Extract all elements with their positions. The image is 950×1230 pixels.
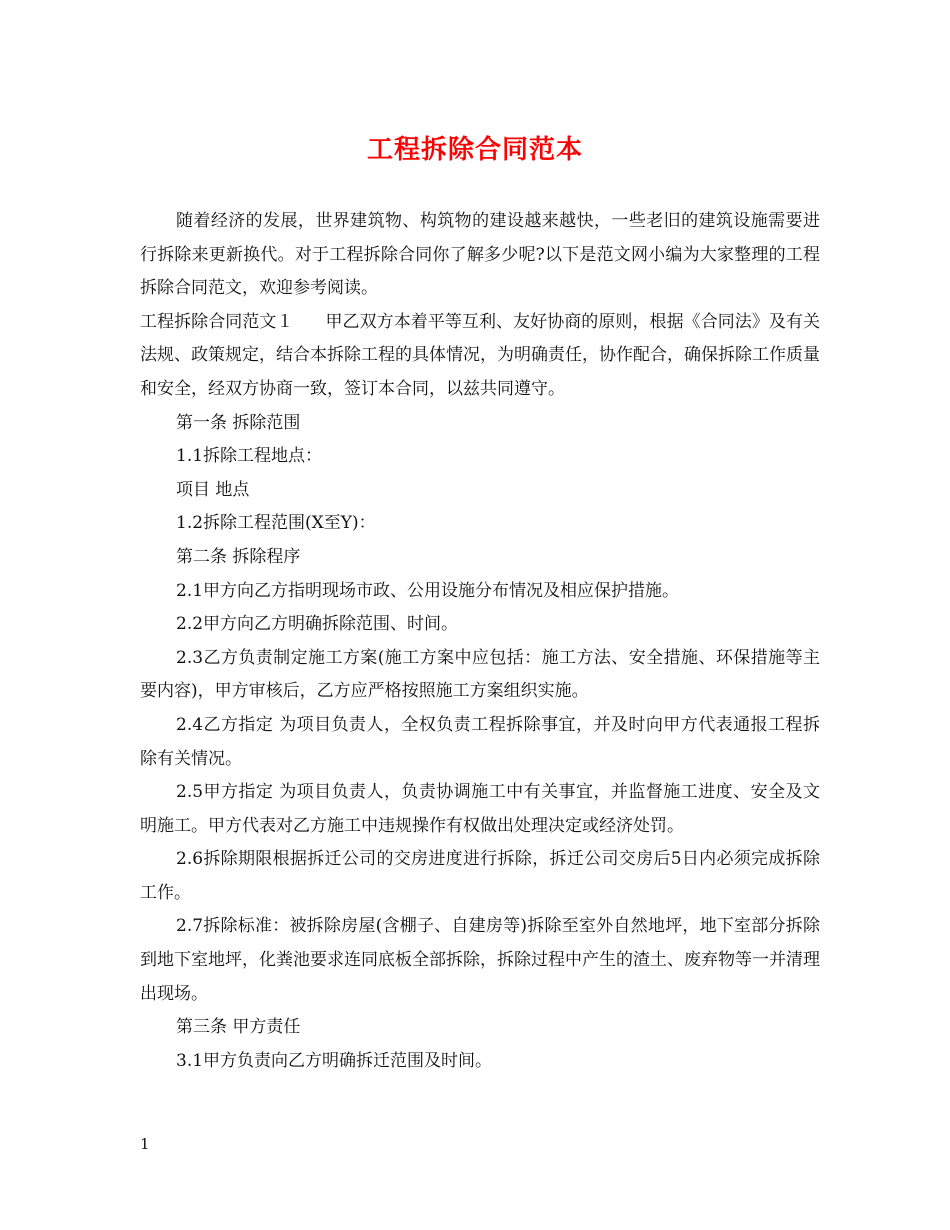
page-number: 1 (140, 1135, 150, 1153)
clause-paragraph: 2.7拆除标准：被拆除房屋(含棚子、自建房等)拆除至室外自然地坪，地下室部分拆除到地下室地坪，化粪池要求连同底板全部拆除，拆除过程中产生的渣土、废弃物等一并清理出现场。 (140, 916, 820, 1004)
intro-paragraph: 随着经济的发展，世界建筑物、构筑物的建设越来越快，一些老旧的建筑设施需要进行拆除来更新换代。对于工程拆除合同你了解多少呢?以下是范文网小编为大家整理的工程拆除合同范文，欢迎参考阅读。 (140, 211, 820, 299)
preamble-paragraph (140, 306, 820, 407)
section-heading: 第二条 拆除程序 (176, 546, 301, 567)
clause-paragraph: 1.1拆除工程地点： (176, 446, 323, 467)
sample-label: 工程拆除合同范文１ (140, 311, 294, 332)
clause-paragraph: 2.2甲方向乙方明确拆除范围、时间。 (176, 614, 459, 635)
clause-paragraph: 2.3乙方负责制定施工方案(施工方案中应包括：施工方法、安全措施、环保措施等主要内容)，甲方审核后，乙方应严格按照施工方案组织实施。 (140, 647, 820, 702)
section-heading: 第三条 甲方责任 (176, 1017, 301, 1038)
clause-paragraph: 1.2拆除工程范围(X至Y)： (176, 513, 376, 534)
document-body (140, 205, 820, 1078)
clause-paragraph: 2.4乙方指定 为项目负责人，全权负责工程拆除事宜，并及时向甲方代表通报工程拆除有关情况。 (140, 714, 820, 769)
clause-paragraph: 2.6拆除期限根据拆迁公司的交房进度进行拆除，拆迁公司交房后5日内必须完成拆除工作。 (140, 849, 820, 903)
clause-paragraph: 3.1甲方负责向乙方明确拆迁范围及时间。 (176, 1050, 493, 1071)
clause-paragraph: 项目 地点 (176, 479, 250, 500)
section-heading: 第一条 拆除范围 (176, 412, 301, 433)
clause-paragraph: 2.1甲方向乙方指明现场市政、公用设施分布情况及相应保护措施。 (176, 580, 680, 601)
document-title: 工程拆除合同范本 (366, 135, 583, 165)
clause-paragraph: 2.5甲方指定 为项目负责人，负责协调施工中有关事宜，并监督施工进度、安全及文明施工。甲方代表对乙方施工中违规操作有权做出处理决定或经济处罚。 (140, 782, 820, 836)
preamble-text: 甲乙双方本着平等互利、友好协商的原则，根据《合同法》及有关法规、政策规定，结合本拆除工程的具体情况，为明确责任，协作配合，确保拆除工作质量和安全，经双方协商一致，签订本合同，以兹共同遵守。 (140, 311, 821, 399)
